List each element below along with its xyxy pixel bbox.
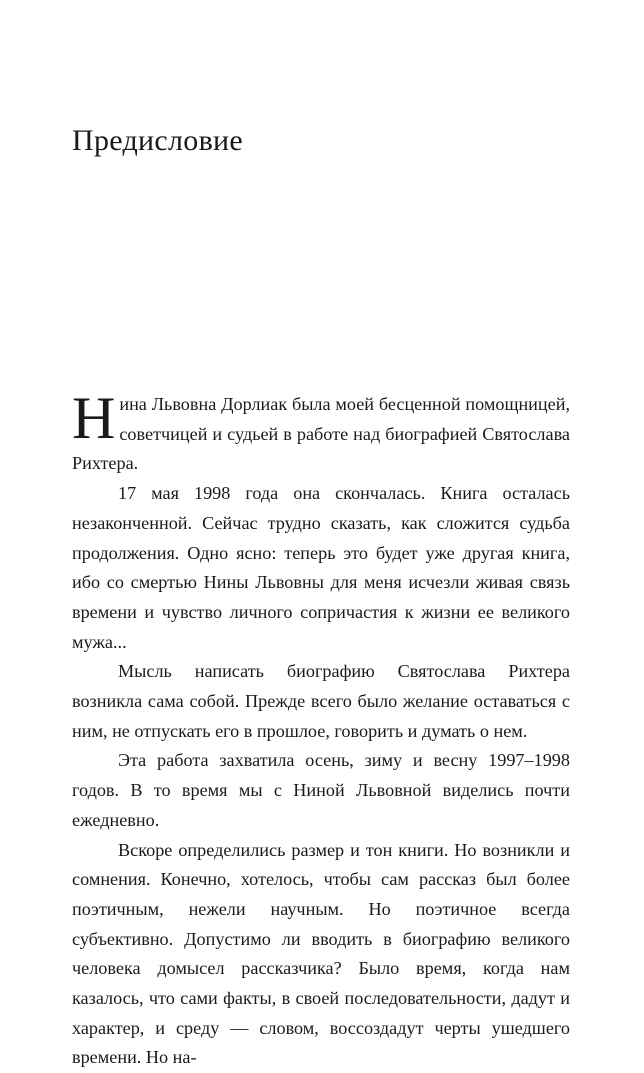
paragraph-3: Мысль написать биографию Святослава Рихтера возникла сама собой. Прежде всего было желание оставаться с ним, не отпускать его в прошлое, говорить и думать о нем. <box>72 661 570 741</box>
paragraph-5: Вскоре определились размер и тон книги. Но возникли и сомнения. Конечно, хотелось, чтобы сам рассказ был более поэтичным, нежели научным. Но поэтичное всегда субъективно. Допустимо ли вводить в биографию великого человека домысел рассказчика? Было время, когда нам казалось, что сами факты, в своей последовательности, дадут и характер, и среду — словом, воссоздадут черты ушедшего времени. Но на- <box>72 839 570 1068</box>
chapter-title: Предисловие <box>72 124 244 157</box>
body-text <box>72 385 570 1073</box>
paragraph-4: Эта работа захватила осень, зиму и весну 1997–1998 годов. В то время мы с Ниной Львовной виделись почти ежедневно. <box>72 750 570 830</box>
paragraph-1-text: ина Львовна Дорлиак была моей бесценной помощницей, советчицей и судьей в работе над биографией Святослава Рихтера. <box>72 394 570 474</box>
paragraph-2: 17 мая 1998 года она скончалась. Книга осталась незаконченной. Сейчас трудно сказать, как сложится судьба продолжения. Одно ясно: теперь это будет уже другая книга, ибо со смертью Нины Львовны для меня исчезли живая связь времени и чувство личного сопричастия к жизни ее великого мужа... <box>72 483 570 652</box>
paragraph-1 <box>72 385 570 479</box>
drop-cap: Н <box>72 385 116 451</box>
